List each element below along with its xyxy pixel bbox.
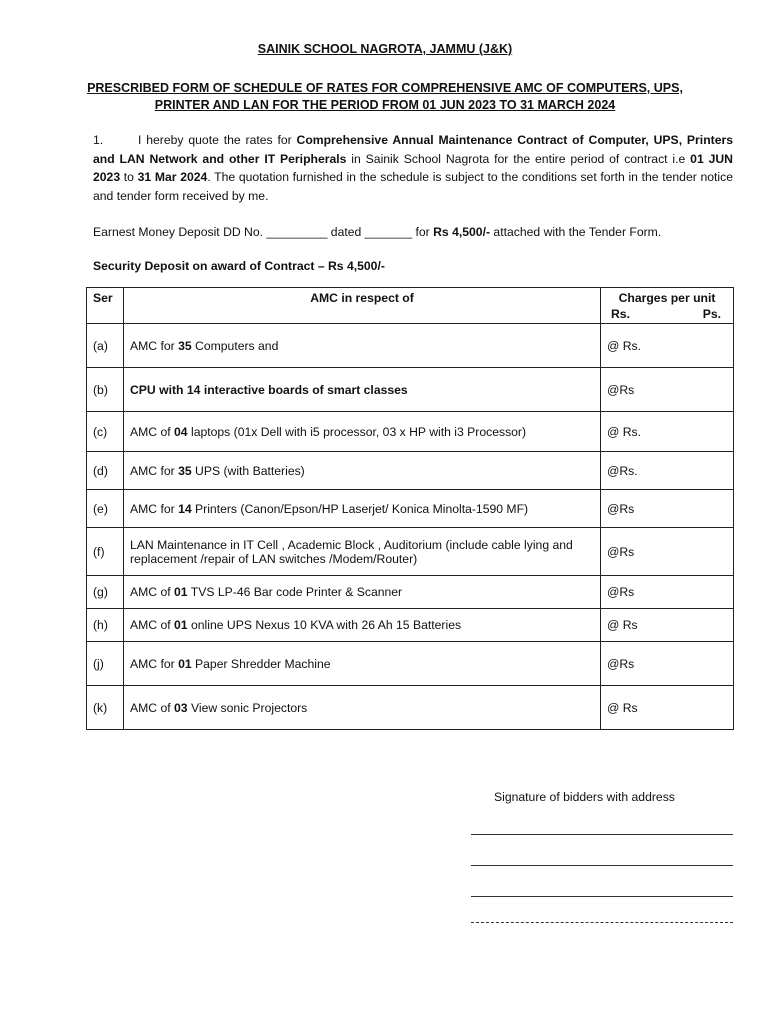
row-description [124, 642, 601, 686]
row-description-text: AMC for [130, 338, 179, 353]
emd-amount: Rs 4,500/- [433, 225, 491, 239]
emd-text: attached with the Tender Form. [490, 225, 662, 239]
table-header-row [87, 288, 734, 324]
signature-line [471, 834, 733, 835]
row-description-bold: 01 [178, 656, 192, 671]
row-description-text: LAN Maintenance in IT Cell , Academic Block , Auditorium (include cable lying and replacement /repair of LAN switches /Modem/Router) [130, 537, 573, 566]
row-description-text: Paper Shredder Machine [191, 656, 331, 671]
para1-text: I hereby quote the rates for [138, 133, 297, 147]
row-description [124, 368, 601, 412]
row-description-text: AMC for [130, 463, 179, 478]
row-description-text: AMC for [130, 501, 179, 516]
address-line [471, 865, 733, 866]
header-ps: Ps. [702, 307, 721, 321]
row-description [124, 324, 601, 368]
row-description-text: laptops (01x Dell with i5 processor, 03 x HP with i3 Processor) [187, 424, 527, 439]
row-description-text: TVS LP-46 Bar code Printer & Scanner [187, 585, 403, 599]
address-line [471, 896, 733, 897]
row-description-text: online UPS Nexus 10 KVA with 26 Ah 15 Batteries [187, 618, 462, 632]
row-charge-field[interactable]: @Rs [601, 642, 734, 686]
para1-bold-contract: Comprehensive Annual Maintenance Contract of Computer, UPS, Printers and LAN Network and other IT Peripherals [93, 133, 733, 166]
row-description-text: AMC of [130, 424, 175, 439]
para1-text: in Sainik School Nagrota for the entire period of contract i.e [346, 151, 691, 166]
table-row [87, 576, 734, 609]
row-description-text: UPS (with Batteries) [191, 463, 305, 478]
paragraph-number: 1. [93, 133, 104, 147]
row-description-bold: 14 [178, 501, 192, 516]
row-charge-field[interactable]: @ Rs. [601, 412, 734, 452]
row-description-text: Printers (Canon/Epson/HP Laserjet/ Konica Minolta-1590 MF) [191, 501, 529, 516]
row-description-text: AMC of [130, 700, 175, 715]
quotation-paragraph [93, 131, 733, 205]
row-description-bold: 04 [174, 424, 188, 439]
row-description [124, 412, 601, 452]
row-charge-field[interactable]: @Rs. [601, 452, 734, 490]
row-ser: (j) [87, 642, 124, 686]
signature-label: Signature of bidders with address [494, 790, 675, 804]
row-charge-field[interactable]: @Rs [601, 576, 734, 609]
table-row [87, 642, 734, 686]
header-amc: AMC in respect of [124, 288, 601, 324]
row-charge-field[interactable]: @ Rs. [601, 324, 734, 368]
row-description-bold: 35 [178, 463, 192, 478]
row-ser: (e) [87, 490, 124, 528]
row-description [124, 452, 601, 490]
row-description-text: AMC of [130, 585, 175, 599]
row-ser: (a) [87, 324, 124, 368]
para1-bold-start-date: 01 JUN 2023 [93, 151, 733, 184]
para1-text: . The quotation furnished in the schedule is subject to the conditions set forth in the tender notice and tender form received by me. [93, 170, 733, 203]
row-description-bold: CPU with 14 interactive boards of smart classes [130, 382, 408, 397]
para1-text: to [120, 170, 138, 184]
security-deposit: Security Deposit on award of Contract – Rs 4,500/- [93, 259, 385, 273]
row-description [124, 528, 601, 576]
table-row [87, 609, 734, 642]
address-line [471, 922, 733, 923]
emd-text: Earnest Money Deposit DD No. _________ dated _______ for [93, 225, 434, 239]
school-title: SAINIK SCHOOL NAGROTA, JAMMU (J&K) [257, 42, 513, 56]
rates-table [86, 287, 734, 730]
row-ser: (k) [87, 686, 124, 730]
table-row [87, 412, 734, 452]
table-row [87, 490, 734, 528]
row-charge-field[interactable]: @ Rs [601, 686, 734, 730]
row-ser: (b) [87, 368, 124, 412]
row-description-text: View sonic Projectors [187, 700, 308, 715]
row-description-bold: 03 [174, 700, 188, 715]
form-title-line2: PRINTER AND LAN FOR THE PERIOD FROM 01 JUN 2023 TO 31 MARCH 2024 [154, 98, 616, 112]
emd-paragraph [93, 223, 733, 242]
row-ser: (c) [87, 412, 124, 452]
table-row [87, 368, 734, 412]
row-description [124, 576, 601, 609]
header-rs: Rs. [611, 307, 630, 321]
row-ser: (f) [87, 528, 124, 576]
row-description-bold: 01 [174, 618, 188, 632]
table-row [87, 324, 734, 368]
form-title [0, 80, 770, 114]
table-row [87, 528, 734, 576]
para1-bold-end-date: 31 Mar 2024 [137, 170, 208, 184]
form-title-line1: PRESCRIBED FORM OF SCHEDULE OF RATES FOR COMPREHENSIVE AMC OF COMPUTERS, UPS, [87, 81, 683, 95]
row-description-bold: 01 [174, 585, 188, 599]
row-charge-field[interactable]: @Rs [601, 490, 734, 528]
row-description-text: Computers and [191, 338, 279, 353]
row-description-text: AMC for [130, 656, 179, 671]
row-description [124, 490, 601, 528]
header-charges-label: Charges per unit [618, 291, 716, 305]
row-description [124, 609, 601, 642]
row-description-text: AMC of [130, 618, 175, 632]
row-charge-field[interactable]: @ Rs [601, 609, 734, 642]
row-ser: (g) [87, 576, 124, 609]
header-ser: Ser [87, 288, 124, 324]
table-row [87, 686, 734, 730]
header-charges [601, 288, 734, 324]
row-description-bold: 35 [178, 338, 192, 353]
row-ser: (h) [87, 609, 124, 642]
row-description [124, 686, 601, 730]
table-row [87, 452, 734, 490]
row-charge-field[interactable]: @Rs [601, 528, 734, 576]
row-ser: (d) [87, 452, 124, 490]
row-charge-field[interactable]: @Rs [601, 368, 734, 412]
